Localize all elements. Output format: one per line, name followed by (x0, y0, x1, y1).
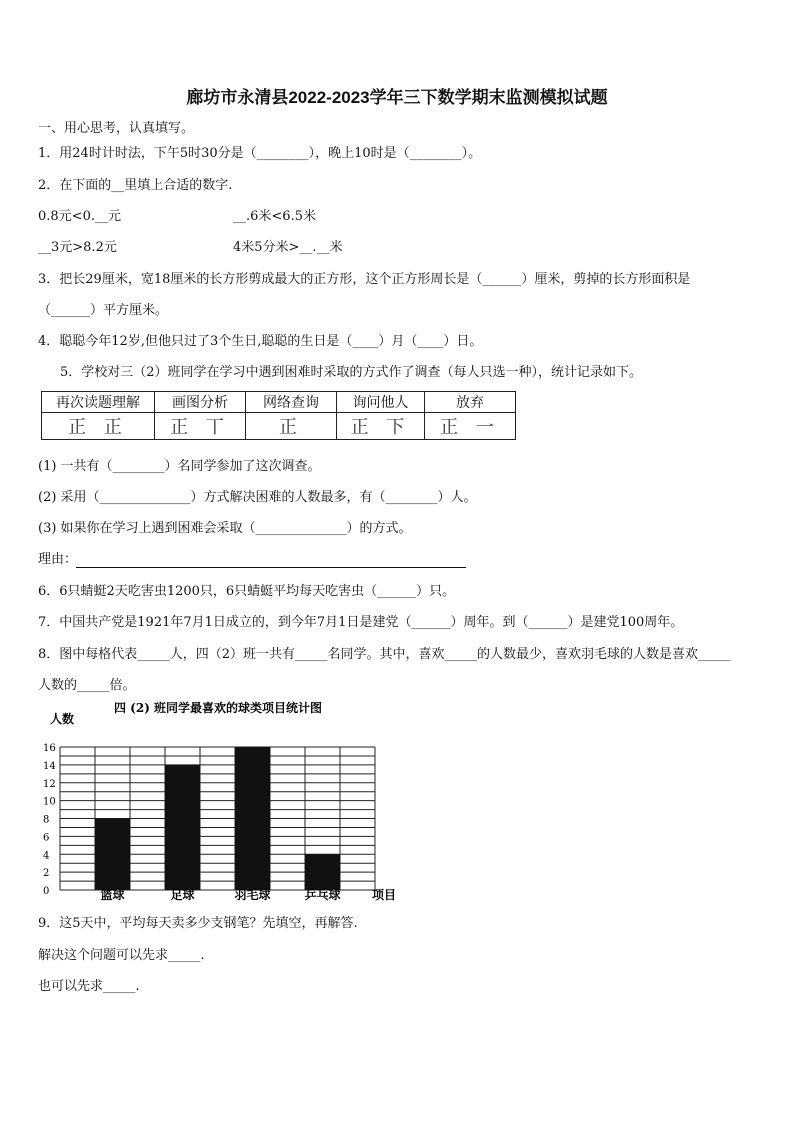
question-3-line-1: 3．把长29厘米，宽18厘米的长方形剪成最大的正方形，这个正方形周长是（______）厘米，剪掉的长方形面积是 (38, 272, 691, 287)
bar (305, 854, 340, 890)
tally-header: 画图分析 (155, 392, 246, 413)
q2-item-4: 4米5分米>__.__米 (233, 240, 343, 255)
question-4: 4．聪聪今年12岁,但他只过了3个生日,聪聪的生日是（____）月（____）日。 (38, 334, 483, 349)
bar (165, 765, 200, 890)
question-6: 6．6只蜻蜓2天吃害虫1200只，6只蜻蜓平均每天吃害虫（______）只。 (38, 584, 456, 599)
category-label: 乒乓球 (304, 888, 341, 902)
y-axis-label: 人数 (50, 712, 75, 726)
question-3-line-2: （______）平方厘米。 (38, 303, 169, 318)
tally-mark: 正 丅 (155, 413, 246, 440)
y-tick-label: 6 (43, 832, 50, 844)
tally-header: 网络查询 (246, 392, 337, 413)
tally-header: 询问他人 (337, 392, 425, 413)
tally-mark: 正 正 (42, 413, 155, 440)
question-9: 9．这5天中，平均每天卖多少支钢笔？先填空，再解答. (38, 916, 358, 931)
tally-mark: 正 一 (425, 413, 516, 440)
question-8-line-2: 人数的_____倍。 (38, 678, 136, 693)
question-5-1: (1) 一共有（________）名同学参加了这次调查。 (38, 459, 321, 474)
tally-mark: 正 下 (337, 413, 425, 440)
q2-item-3: __3元>8.2元 (38, 240, 117, 255)
question-9-a: 解决这个问题可以先求_____. (38, 948, 205, 963)
y-tick-label: 4 (43, 850, 50, 862)
q2-item-2: __.6米<6.5米 (233, 209, 316, 224)
q2-item-1: 0.8元<0.__元 (38, 209, 121, 224)
y-tick-label: 2 (43, 868, 50, 880)
tally-header: 放弃 (425, 392, 516, 413)
chart-title: 四 (2) 班同学最喜欢的球类项目统计图 (114, 701, 323, 715)
question-5-3: (3) 如果你在学习上遇到困难会采取（______________）的方式。 (38, 521, 412, 536)
question-7: 7．中国共产党是1921年7月1日成立的，到今年7月1日是建党（______）周年。到（______）是建党100周年。 (38, 615, 684, 630)
bar (235, 747, 270, 890)
question-9-b: 也可以先求_____. (38, 979, 140, 994)
question-2: 2．在下面的__里填上合适的数字. (38, 178, 233, 193)
y-tick-label: 8 (43, 814, 50, 826)
y-tick-label: 12 (43, 778, 56, 790)
y-tick-label: 10 (43, 796, 56, 808)
category-label: 足球 (170, 888, 195, 902)
question-1: 1．用24时计时法，下午5时30分是（________），晚上10时是（________）。 (38, 146, 482, 161)
category-label: 篮球 (100, 888, 125, 902)
question-5-2: (2) 采用（______________）方式解决困难的人数最多，有（________）人。 (38, 490, 477, 505)
tally-mark: 正 (246, 413, 337, 440)
section-heading: 一、用心思考，认真填写。 (38, 121, 195, 136)
x-axis-label: 项目 (372, 888, 397, 902)
page-title: 廊坊市永清县2022-2023学年三下数学期末监测模拟试题 (186, 88, 608, 107)
category-label: 羽毛球 (234, 888, 271, 902)
y-tick-label: 14 (43, 760, 56, 772)
reason-label: 理由： (38, 552, 78, 567)
tally-table (41, 391, 516, 440)
question-5: 5．学校对三（2）班同学在学习中遇到困难时采取的方式作了调查（每人只选一种），统计记录如下。 (60, 365, 643, 380)
question-8-line-1: 8．图中每格代表_____人，四（2）班一共有_____名同学。其中，喜欢_____的人数最少，喜欢羽毛球的人数是喜欢_____ (38, 647, 731, 662)
tally-header: 再次读题理解 (42, 392, 155, 413)
reason-answer-line (76, 567, 466, 568)
y-tick-label: 16 (43, 743, 56, 754)
bar-chart (24, 700, 404, 905)
y-tick-label: 0 (43, 886, 50, 897)
bar (95, 819, 130, 891)
